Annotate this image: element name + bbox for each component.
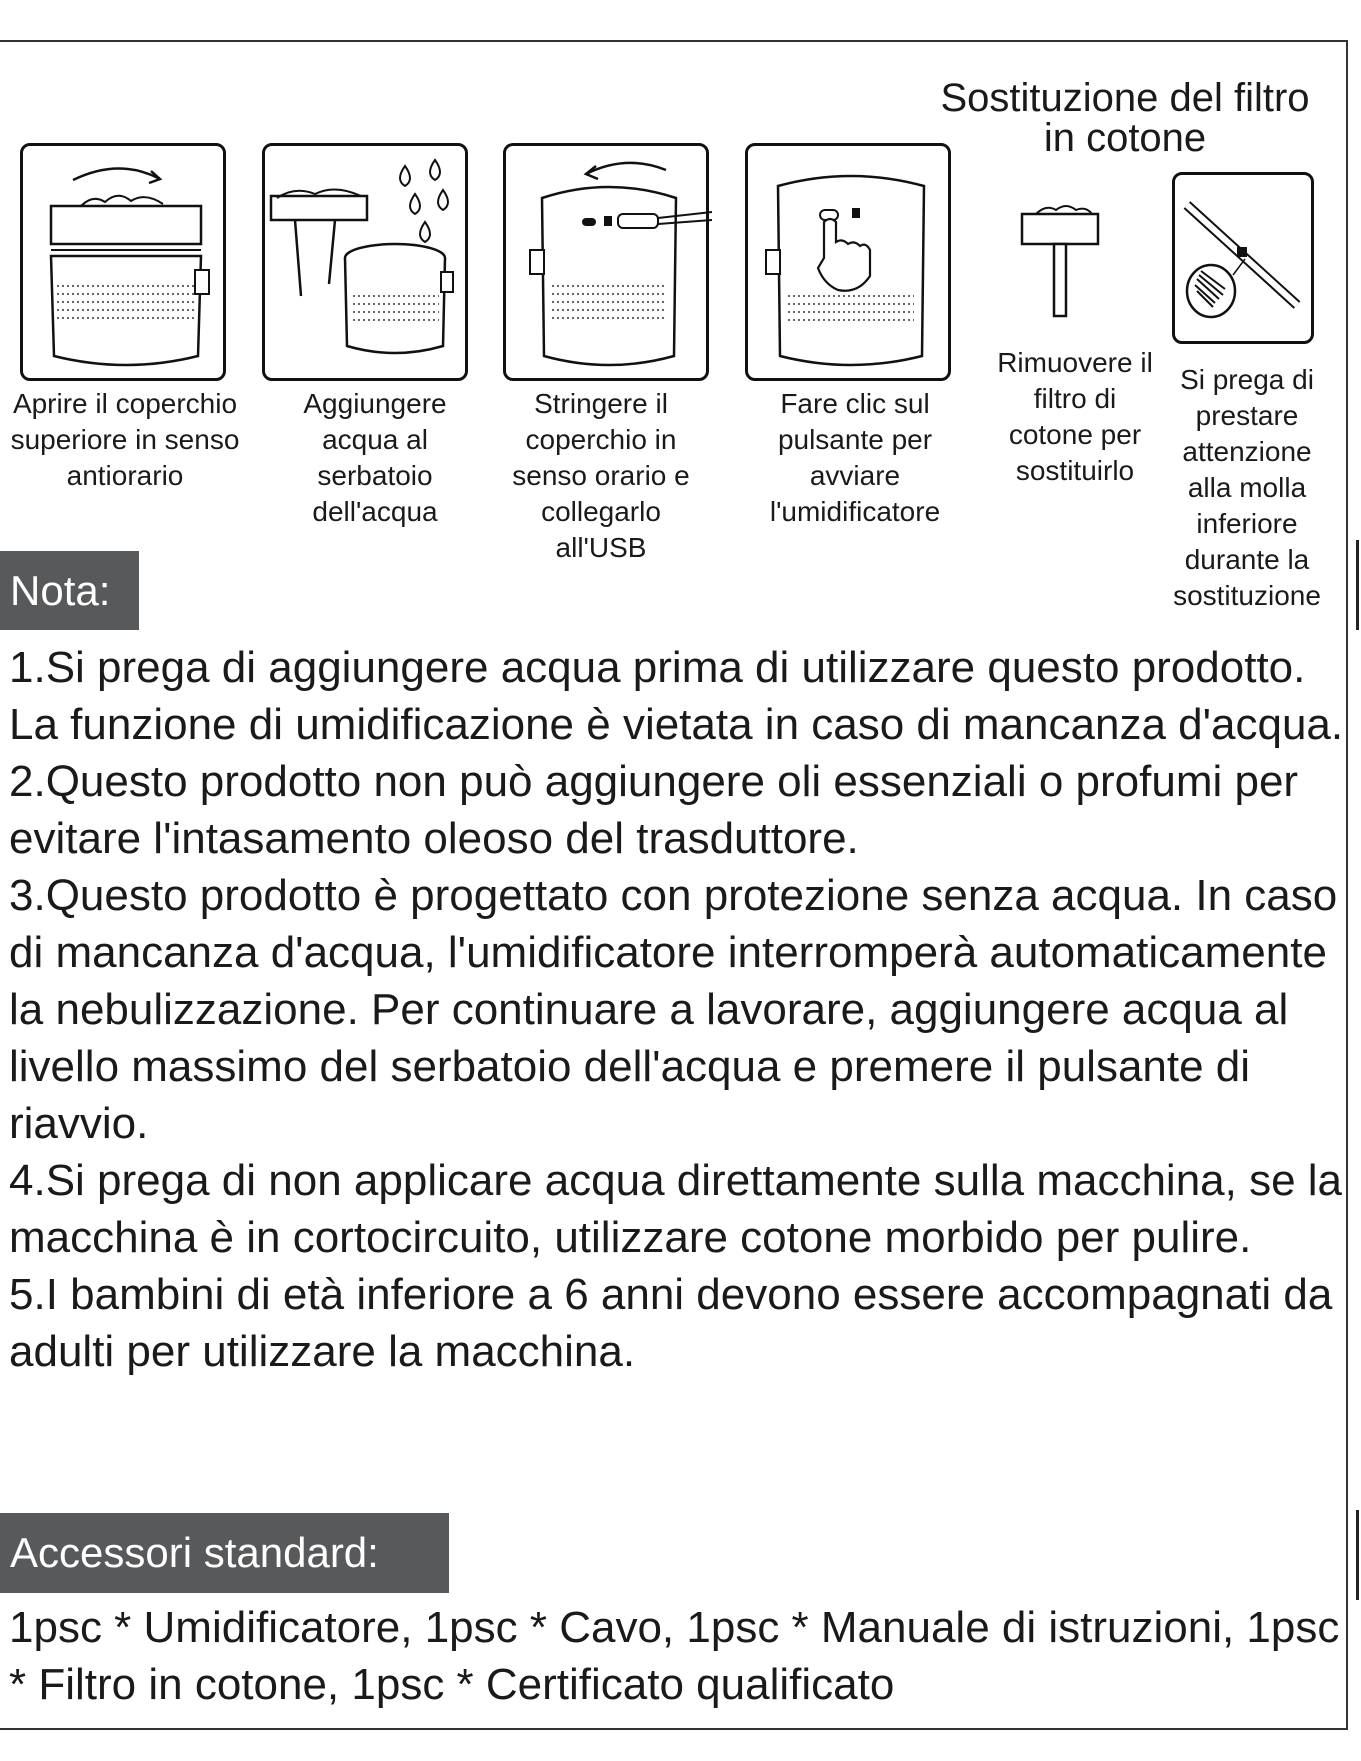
edge-mark [1356,540,1359,630]
nota-item: 5.I bambini di età inferiore a 6 anni devono essere accompagnati da adulti per utilizzare la macchina. [9,1270,1333,1376]
step-caption: Fare clic sul pulsante per avviare l'umidificatore [769,388,941,527]
press-button-illustration [745,143,951,381]
add-water-illustration [262,143,468,381]
nota-item: 2.Questo prodotto non può aggiungere oli essenziali o profumi per evitare l'intasamento oleoso del trasduttore. [9,757,1299,863]
close-lid-usb-illustration [503,143,709,381]
nota-item: 3.Questo prodotto è progettato con protezione senza acqua. In caso di mancanza d'acqua, l'umidificatore interromperà automaticamente la nebulizzazione. Per continuare a lavorare, aggiungere acqua al livello massimo del serbatoio dell'acqua e premere il pulsante di riavvio. [9,871,1338,1148]
spring-illustration [1172,172,1314,344]
open-lid-illustration [20,143,226,381]
nota-heading: Nota: [0,551,139,630]
right-rule [1346,40,1348,1730]
step-caption: Aprire il coperchio superiore in senso antiorario [10,388,240,491]
accessories-list: 1psc * Umidificatore, 1psc * Cavo, 1psc * Manuale di istruzioni, 1psc * Filtro in cotone, 1psc * Certificato qualificato [9,1603,1340,1709]
filter-section-title: Sostituzione del filtro in cotone [940,76,1310,160]
nota-item: 1.Si prega di aggiungere acqua prima di utilizzare questo prodotto. La funzione di umidificazione è vietata in caso di mancanza d'acqua. [9,643,1344,749]
cotton-filter-illustration [1010,200,1110,320]
accessories-heading: Accessori standard: [0,1513,449,1593]
step-caption: Rimuovere il filtro di cotone per sostituirlo [997,347,1153,486]
bottom-rule [0,1728,1348,1730]
step-caption: Stringere il coperchio in senso orario e collegarlo all'USB [512,388,690,563]
nota-item: 4.Si prega di non applicare acqua direttamente sulla macchina, se la macchina è in cortocircuito, utilizzare cotone morbido per pulire. [9,1156,1343,1262]
step-caption: Aggiungere acqua al serbatoio dell'acqua [303,388,447,527]
nota-list [9,639,1344,1380]
top-rule [0,40,1348,42]
edge-mark [1356,1510,1359,1600]
accessories-text [9,1599,1344,1713]
step-caption: Si prega di prestare attenzione alla molla inferiore durante la sostituzione [1173,364,1321,611]
